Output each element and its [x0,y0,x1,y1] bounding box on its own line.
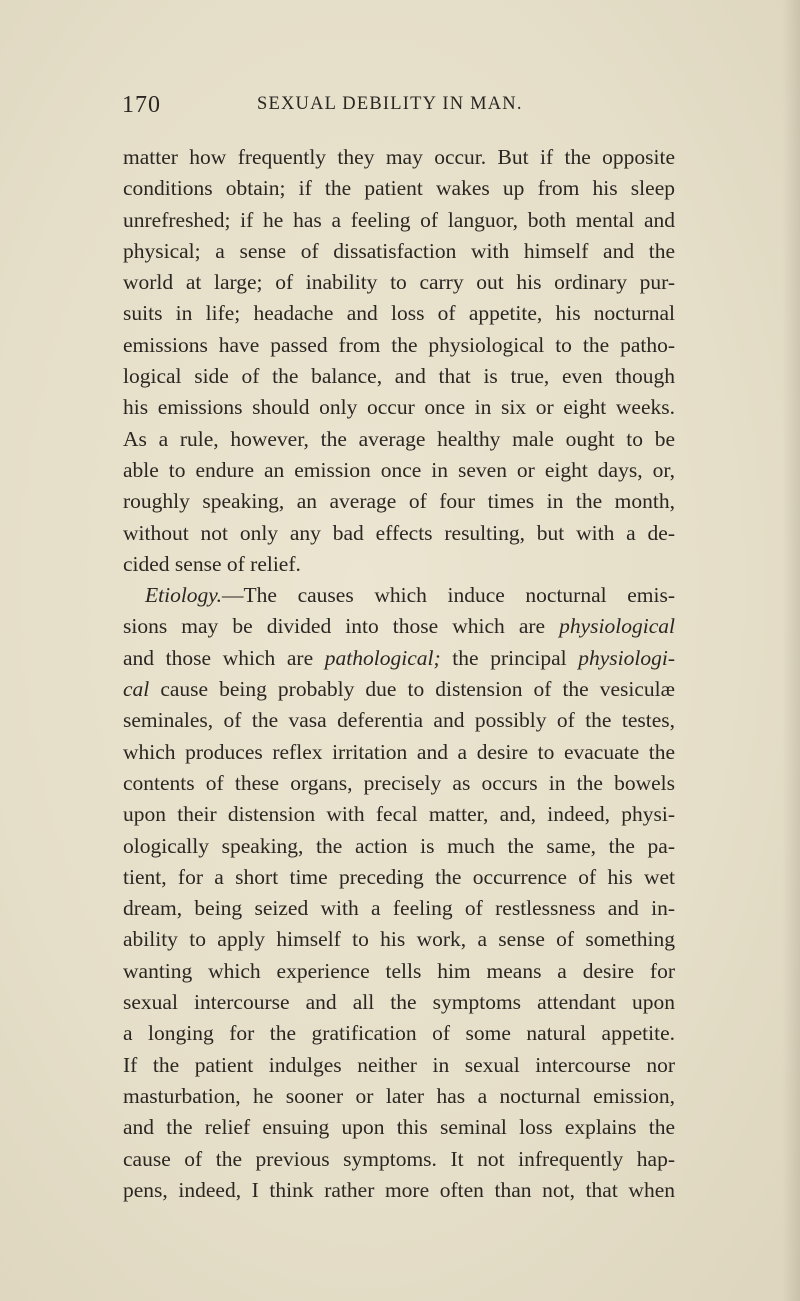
running-head [122,92,672,122]
text-line: masturbation, he sooner or later has a nocturnal emission, [123,1083,675,1108]
text-line: a longing for the gratification of some natural appetite. [123,1021,675,1046]
etiology-heading: Etiology. [145,583,223,608]
text-line: ability to apply himself to his work, a sense of something [123,927,675,952]
text-line: tient, for a short time preceding the occurrence of his wet [123,864,675,889]
text-line: physical; a sense of dissatisfaction with himself and the [123,238,675,263]
term-pathological: pathological; [324,645,441,670]
text-line: ologically speaking, the action is much the same, the pa- [123,833,675,858]
text-line: pens, indeed, I think rather more often than not, that when [123,1177,675,1202]
text-line: If the patient indulges neither in sexual intercourse nor [123,1052,675,1077]
term-physiologi: physiologi- [578,645,675,670]
text-line: emissions have passed from the physiological to the patho- [123,332,675,357]
text-line: roughly speaking, an average of four times in the month, [123,489,675,514]
text-line: able to endure an emission once in seven or eight days, or, [123,457,675,482]
text-line: As a rule, however, the average healthy male ought to be [123,426,675,451]
text-line: cause of the previous symptoms. It not infrequently hap- [123,1146,675,1171]
etiology-line-3-text-a: and those which are [123,645,325,670]
text-line: conditions obtain; if the patient wakes up from his sleep [123,176,675,201]
text-line: matter how frequently they may occur. But if the opposite [123,145,675,169]
text-line-paragraph-end: cided sense of relief. [123,551,301,576]
text-line: without not only any bad effects resulting, but with a de- [123,520,675,545]
text-line: which produces reflex irritation and a desire to evacuate the [123,739,675,764]
text-line: and the relief ensuing upon this seminal loss explains the [123,1115,675,1140]
body-text [123,142,675,1206]
etiology-line-1-text: —The causes which induce nocturnal emis- [222,583,675,608]
text-line: contents of these organs, precisely as occurs in the bowels [123,770,675,795]
text-line: unrefreshed; if he has a feeling of languor, both mental and [123,207,675,232]
etiology-line-3-text-b: the principal [440,645,579,670]
text-line: wanting which experience tells him means a desire for [123,958,675,983]
text-line: seminales, of the vasa deferentia and possibly of the testes, [123,708,675,733]
text-line: world at large; of inability to carry out his ordinary pur- [123,270,675,295]
term-cal: cal [123,677,150,702]
etiology-line-1 [123,580,675,611]
page-number: 170 [122,92,161,118]
term-physiological: physiological [559,614,675,639]
text-line: upon their distension with fecal matter, and, indeed, physi- [123,802,675,827]
text-line: dream, being seized with a feeling of restlessness and in- [123,896,675,921]
etiology-line-3 [123,643,675,674]
text-line: sexual intercourse and all the symptoms attendant upon [123,990,675,1015]
etiology-line-4-text: cause being probably due to distension of the vesiculæ [149,677,675,702]
text-line: his emissions should only occur once in six or eight weeks. [123,395,675,420]
text-line: suits in life; headache and loss of appetite, his nocturnal [123,301,675,326]
etiology-line-2 [123,611,675,642]
etiology-line-4 [123,674,675,705]
page-edge-shadow [782,0,800,1301]
etiology-line-2-text: sions may be divided into those which are [123,614,560,639]
text-line: logical side of the balance, and that is true, even though [123,364,675,389]
running-title: SEXUAL DEBILITY IN MAN. [257,94,523,114]
